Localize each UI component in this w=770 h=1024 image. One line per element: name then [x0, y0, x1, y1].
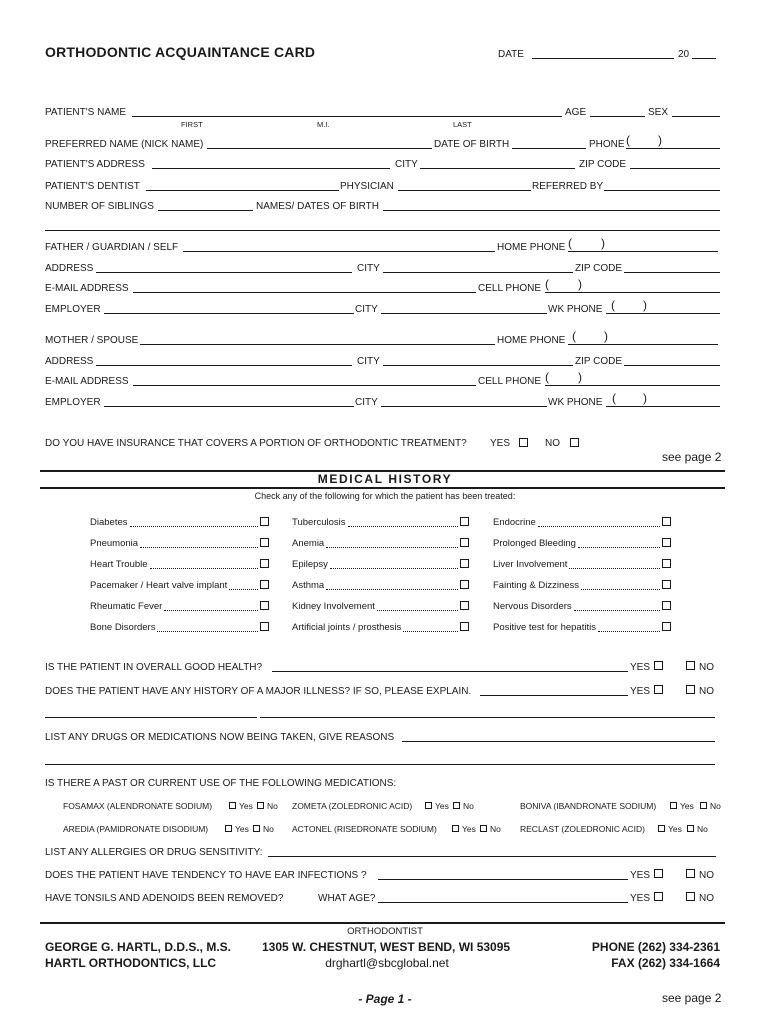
- age-label: AGE: [565, 107, 587, 118]
- mother-zip-label: ZIP CODE: [575, 356, 623, 367]
- form-title: ORTHODONTIC ACQUAINTANCE CARD: [45, 44, 316, 60]
- condition-label: Asthma: [292, 580, 325, 591]
- tonsils-question: HAVE TONSILS AND ADENOIDS BEEN REMOVED?: [45, 893, 284, 904]
- dotted-leader: [569, 568, 660, 569]
- insurance-yes-checkbox[interactable]: [519, 438, 528, 447]
- mother-home-phone-label: HOME PHONE: [497, 335, 566, 346]
- condition-item: [292, 517, 346, 528]
- father-wk-paren-close: ): [643, 298, 647, 312]
- condition-label: Pacemaker / Heart valve implant: [90, 580, 228, 591]
- ear-infections-field[interactable]: [378, 879, 628, 880]
- condition-checkbox[interactable]: [260, 538, 269, 547]
- mother-work-city-label: CITY: [355, 397, 378, 408]
- medication-no-checkbox[interactable]: [480, 825, 487, 832]
- condition-label: Epilepsy: [292, 559, 328, 570]
- condition-item: [90, 559, 148, 570]
- last-label: LAST: [453, 120, 472, 129]
- dotted-leader: [574, 610, 660, 611]
- father-city-field[interactable]: [383, 272, 573, 273]
- father-home-paren-close: ): [601, 236, 605, 250]
- medication-name: ZOMETA (ZOLEDRONIC ACID): [292, 801, 413, 811]
- condition-label: Prolonged Bleeding: [493, 538, 576, 549]
- condition-item: [493, 538, 576, 549]
- father-employer-field[interactable]: [104, 313, 354, 314]
- father-work-city-field[interactable]: [381, 313, 547, 314]
- father-email-field[interactable]: [133, 292, 476, 293]
- medication-no-label: No: [267, 801, 278, 811]
- mother-city-label: CITY: [357, 356, 380, 367]
- referred-field[interactable]: [604, 190, 720, 191]
- major-illness-field-2a[interactable]: [45, 717, 257, 718]
- major-illness-yes-label: YES: [630, 686, 651, 697]
- see-page-2-bottom: see page 2: [662, 991, 722, 1005]
- mother-address-field[interactable]: [96, 365, 352, 366]
- condition-label: Tuberculosis: [292, 517, 346, 528]
- condition-checkbox[interactable]: [460, 559, 469, 568]
- year-field[interactable]: [692, 58, 716, 59]
- condition-label: Diabetes: [90, 517, 128, 528]
- physician-field[interactable]: [398, 190, 531, 191]
- siblings-field[interactable]: [158, 210, 253, 211]
- condition-checkbox[interactable]: [460, 538, 469, 547]
- medication-yes-checkbox[interactable]: [225, 825, 232, 832]
- major-illness-question: DOES THE PATIENT HAVE ANY HISTORY OF A MAJOR ILLNESS? IF SO, PLEASE EXPLAIN.: [45, 686, 472, 697]
- dob-field[interactable]: [512, 148, 586, 149]
- patient-city-label: CITY: [395, 159, 418, 170]
- medication-name: RECLAST (ZOLEDRONIC ACID): [520, 824, 646, 834]
- dotted-leader: [326, 547, 458, 548]
- major-illness-field-2b[interactable]: [260, 717, 715, 718]
- condition-label: Kidney Involvement: [292, 601, 375, 612]
- dotted-leader: [326, 589, 458, 590]
- mother-cell-field[interactable]: [545, 385, 720, 386]
- referred-label: REFERRED BY: [532, 181, 604, 192]
- father-wk-phone-label: WK PHONE: [548, 304, 603, 315]
- medication-no-label: No: [697, 824, 708, 834]
- mother-name-label: MOTHER / SPOUSE: [45, 335, 139, 346]
- doctor-name: GEORGE G. HARTL, D.D.S., M.S.: [45, 940, 232, 954]
- medication-no-label: No: [263, 824, 274, 834]
- drugs-field[interactable]: [402, 741, 715, 742]
- medication-no-checkbox[interactable]: [253, 825, 260, 832]
- medication-no-label: No: [710, 801, 721, 811]
- mother-city-field[interactable]: [383, 365, 573, 366]
- dentist-label: PATIENT'S DENTIST: [45, 181, 140, 192]
- condition-checkbox[interactable]: [460, 601, 469, 610]
- condition-item: [493, 622, 596, 633]
- patient-zip-field[interactable]: [630, 168, 720, 169]
- mother-cell-label: CELL PHONE: [478, 376, 541, 387]
- ear-infections-question: DOES THE PATIENT HAVE TENDENCY TO HAVE EAR INFECTIONS ?: [45, 870, 367, 881]
- dotted-leader: [330, 568, 458, 569]
- phone-label: PHONE: [589, 139, 625, 150]
- medication-no-checkbox[interactable]: [257, 802, 264, 809]
- father-name-label: FATHER / GUARDIAN / SELF: [45, 242, 179, 253]
- insurance-question: DO YOU HAVE INSURANCE THAT COVERS A PORTION OF ORTHODONTIC TREATMENT?: [45, 438, 467, 449]
- divider-bottom: [40, 487, 725, 489]
- insurance-no-label: NO: [545, 438, 560, 449]
- medication-yes-checkbox[interactable]: [229, 802, 236, 809]
- phone-paren-open: (: [626, 133, 630, 147]
- medication-name: BONIVA (IBANDRONATE SODIUM): [520, 801, 657, 811]
- father-address-label: ADDRESS: [45, 263, 94, 274]
- sibling-names-field[interactable]: [383, 210, 720, 211]
- condition-item: [90, 538, 138, 549]
- practice-email: drghartl@sbcglobal.net: [325, 956, 449, 970]
- condition-checkbox[interactable]: [662, 580, 671, 589]
- father-cell-paren-close: ): [578, 277, 582, 291]
- orthodontist-label: ORTHODONTIST: [347, 926, 423, 937]
- first-label: FIRST: [181, 120, 203, 129]
- footer-divider: [40, 922, 725, 924]
- condition-label: Endocrine: [493, 517, 536, 528]
- medication-name: ACTONEL (RISEDRONATE SODIUM): [292, 824, 437, 834]
- dotted-leader: [581, 589, 660, 590]
- major-illness-yes-checkbox[interactable]: [654, 685, 663, 694]
- insurance-yes-label: YES: [490, 438, 511, 449]
- mother-wk-phone-label: WK PHONE: [548, 397, 603, 408]
- tonsils-no-label: NO: [699, 893, 714, 904]
- sibling-names-label: NAMES/ DATES OF BIRTH: [256, 201, 379, 212]
- date-label: DATE: [498, 49, 524, 60]
- father-city-label: CITY: [357, 263, 380, 274]
- sex-label: SEX: [648, 107, 669, 118]
- dotted-leader: [377, 610, 458, 611]
- mother-home-phone-field[interactable]: [568, 344, 718, 345]
- father-cell-label: CELL PHONE: [478, 283, 541, 294]
- father-home-phone-label: HOME PHONE: [497, 242, 566, 253]
- good-health-field[interactable]: [272, 671, 628, 672]
- medication-yes-label: Yes: [462, 824, 476, 834]
- dotted-leader: [164, 610, 258, 611]
- good-health-no-label: NO: [699, 662, 714, 673]
- dotted-leader: [403, 631, 458, 632]
- major-illness-no-label: NO: [699, 686, 714, 697]
- medication-yes-checkbox[interactable]: [670, 802, 677, 809]
- preferred-name-field[interactable]: [207, 148, 432, 149]
- medication-no-checkbox[interactable]: [687, 825, 694, 832]
- condition-checkbox[interactable]: [460, 622, 469, 631]
- condition-checkbox[interactable]: [260, 601, 269, 610]
- condition-label: Nervous Disorders: [493, 601, 572, 612]
- mother-cell-paren-open: (: [545, 370, 549, 384]
- age-field[interactable]: [590, 116, 645, 117]
- condition-item: [292, 559, 328, 570]
- medication-yes-label: Yes: [680, 801, 694, 811]
- father-name-field[interactable]: [183, 251, 495, 252]
- condition-item: [493, 580, 579, 591]
- drugs-question: LIST ANY DRUGS OR MEDICATIONS NOW BEING TAKEN, GIVE REASONS: [45, 732, 395, 743]
- dotted-leader: [130, 526, 258, 527]
- ear-yes-label: YES: [630, 870, 651, 881]
- father-cell-paren-open: (: [545, 277, 549, 291]
- year-prefix: 20: [678, 49, 690, 60]
- medication-yes-checkbox[interactable]: [452, 825, 459, 832]
- condition-label: Positive test for hepatitis: [493, 622, 596, 633]
- father-home-phone-field[interactable]: [568, 251, 718, 252]
- condition-checkbox[interactable]: [260, 622, 269, 631]
- past-use-question: IS THERE A PAST OR CURRENT USE OF THE FOLLOWING MEDICATIONS:: [45, 778, 397, 789]
- condition-item: [292, 601, 375, 612]
- good-health-yes-label: YES: [630, 662, 651, 673]
- medication-name: FOSAMAX (ALENDRONATE SODIUM): [63, 801, 213, 811]
- mother-cell-paren-close: ): [578, 370, 582, 384]
- condition-checkbox[interactable]: [662, 601, 671, 610]
- major-illness-field[interactable]: [480, 695, 628, 696]
- dotted-leader: [150, 568, 258, 569]
- tonsils-yes-checkbox[interactable]: [654, 892, 663, 901]
- ear-yes-checkbox[interactable]: [654, 869, 663, 878]
- mother-email-field[interactable]: [133, 385, 476, 386]
- condition-checkbox[interactable]: [662, 559, 671, 568]
- condition-label: Artificial joints / prosthesis: [292, 622, 402, 633]
- condition-checkbox[interactable]: [662, 622, 671, 631]
- dotted-leader: [348, 526, 458, 527]
- medication-yes-checkbox[interactable]: [658, 825, 665, 832]
- condition-checkbox[interactable]: [662, 538, 671, 547]
- condition-label: Anemia: [292, 538, 325, 549]
- condition-item: [90, 601, 162, 612]
- medication-name: AREDIA (PAMIDRONATE DISODIUM): [63, 824, 209, 834]
- father-cell-field[interactable]: [545, 292, 720, 293]
- condition-item: [90, 517, 128, 528]
- condition-item: [90, 580, 227, 591]
- medical-history-heading: MEDICAL HISTORY: [317, 472, 453, 486]
- medication-no-checkbox[interactable]: [453, 802, 460, 809]
- preferred-name-label: PREFERRED NAME (NICK NAME): [45, 139, 204, 150]
- condition-label: Heart Trouble: [90, 559, 148, 570]
- mother-home-paren-open: (: [572, 329, 576, 343]
- dob-label: DATE OF BIRTH: [434, 139, 510, 150]
- mother-wk-phone-field[interactable]: [606, 406, 720, 407]
- sex-field[interactable]: [672, 116, 720, 117]
- condition-label: Fainting & Dizziness: [493, 580, 580, 591]
- phone-field[interactable]: [626, 148, 720, 149]
- mother-employer-field[interactable]: [104, 406, 354, 407]
- practice-name: HARTL ORTHODONTICS, LLC: [45, 956, 217, 970]
- condition-item: [493, 601, 572, 612]
- good-health-yes-checkbox[interactable]: [654, 661, 663, 670]
- practice-phone: PHONE (262) 334-2361: [591, 940, 720, 954]
- mother-work-city-field[interactable]: [381, 406, 547, 407]
- condition-item: [90, 622, 155, 633]
- medication-yes-label: Yes: [239, 801, 253, 811]
- condition-checkbox[interactable]: [260, 517, 269, 526]
- father-employer-label: EMPLOYER: [45, 304, 101, 315]
- date-field[interactable]: [532, 58, 674, 59]
- mother-email-label: E-MAIL ADDRESS: [45, 376, 129, 387]
- condition-item: [292, 538, 324, 549]
- patient-zip-label: ZIP CODE: [579, 159, 627, 170]
- medication-no-checkbox[interactable]: [700, 802, 707, 809]
- mother-name-field[interactable]: [140, 344, 495, 345]
- medication-yes-label: Yes: [235, 824, 249, 834]
- ear-no-label: NO: [699, 870, 714, 881]
- medication-yes-label: Yes: [435, 801, 449, 811]
- what-age-label: WHAT AGE?: [318, 893, 376, 904]
- patient-name-label: PATIENT'S NAME: [45, 107, 126, 118]
- patient-address-field[interactable]: [152, 168, 390, 169]
- condition-label: Liver Involvement: [493, 559, 568, 570]
- medical-history-subheading: Check any of the following for which the patient has been treated:: [254, 491, 516, 501]
- drugs-field-2[interactable]: [45, 764, 715, 765]
- mi-label: M.I.: [317, 120, 330, 129]
- father-home-paren-open: (: [568, 236, 572, 250]
- father-address-field[interactable]: [96, 272, 352, 273]
- tonsils-age-field[interactable]: [378, 902, 628, 903]
- phone-paren-close: ): [658, 133, 662, 147]
- dotted-leader: [140, 547, 258, 548]
- father-wk-phone-field[interactable]: [606, 313, 720, 314]
- condition-checkbox[interactable]: [260, 580, 269, 589]
- condition-label: Bone Disorders: [90, 622, 156, 633]
- dotted-leader: [538, 526, 660, 527]
- mother-employer-label: EMPLOYER: [45, 397, 101, 408]
- father-email-label: E-MAIL ADDRESS: [45, 283, 129, 294]
- physician-label: PHYSICIAN: [340, 181, 394, 192]
- allergies-question: LIST ANY ALLERGIES OR DRUG SENSITIVITY:: [45, 847, 263, 858]
- mother-wk-paren-open: (: [612, 391, 616, 405]
- condition-item: [292, 580, 324, 591]
- dotted-leader: [578, 547, 660, 548]
- major-illness-no-checkbox[interactable]: [686, 685, 695, 694]
- father-work-city-label: CITY: [355, 304, 378, 315]
- good-health-no-checkbox[interactable]: [686, 661, 695, 670]
- siblings-label: NUMBER OF SIBLINGS: [45, 201, 154, 212]
- medication-yes-checkbox[interactable]: [425, 802, 432, 809]
- mother-wk-paren-close: ): [643, 391, 647, 405]
- mother-zip-field[interactable]: [624, 365, 720, 366]
- patient-address-label: PATIENT'S ADDRESS: [45, 159, 145, 170]
- dotted-leader: [229, 589, 258, 590]
- see-page-2-top: see page 2: [662, 450, 722, 464]
- medication-no-label: No: [490, 824, 501, 834]
- dotted-leader: [598, 631, 660, 632]
- medication-no-label: No: [463, 801, 474, 811]
- dotted-leader: [157, 631, 258, 632]
- condition-checkbox[interactable]: [460, 517, 469, 526]
- condition-checkbox[interactable]: [662, 517, 671, 526]
- practice-address: 1305 W. CHESTNUT, WEST BEND, WI 53095: [262, 940, 511, 954]
- condition-label: Pneumonia: [90, 538, 139, 549]
- father-zip-field[interactable]: [624, 272, 720, 273]
- condition-item: [493, 559, 567, 570]
- patient-name-field[interactable]: [132, 116, 562, 117]
- father-wk-paren-open: (: [611, 298, 615, 312]
- sibling-names-field-2[interactable]: [45, 230, 720, 231]
- condition-item: [292, 622, 401, 633]
- patient-city-field[interactable]: [420, 168, 575, 169]
- allergies-field[interactable]: [268, 856, 716, 857]
- dentist-field[interactable]: [146, 190, 339, 191]
- ear-no-checkbox[interactable]: [686, 869, 695, 878]
- page-number: - Page 1 -: [358, 992, 412, 1006]
- insurance-no-checkbox[interactable]: [570, 438, 579, 447]
- tonsils-no-checkbox[interactable]: [686, 892, 695, 901]
- father-zip-label: ZIP CODE: [575, 263, 623, 274]
- condition-checkbox[interactable]: [260, 559, 269, 568]
- good-health-question: IS THE PATIENT IN OVERALL GOOD HEALTH?: [45, 662, 263, 673]
- practice-fax: FAX (262) 334-1664: [611, 956, 720, 970]
- medication-yes-label: Yes: [668, 824, 682, 834]
- condition-checkbox[interactable]: [460, 580, 469, 589]
- mother-address-label: ADDRESS: [45, 356, 94, 367]
- mother-home-paren-close: ): [604, 329, 608, 343]
- condition-label: Rheumatic Fever: [90, 601, 163, 612]
- tonsils-yes-label: YES: [630, 893, 651, 904]
- condition-item: [493, 517, 536, 528]
